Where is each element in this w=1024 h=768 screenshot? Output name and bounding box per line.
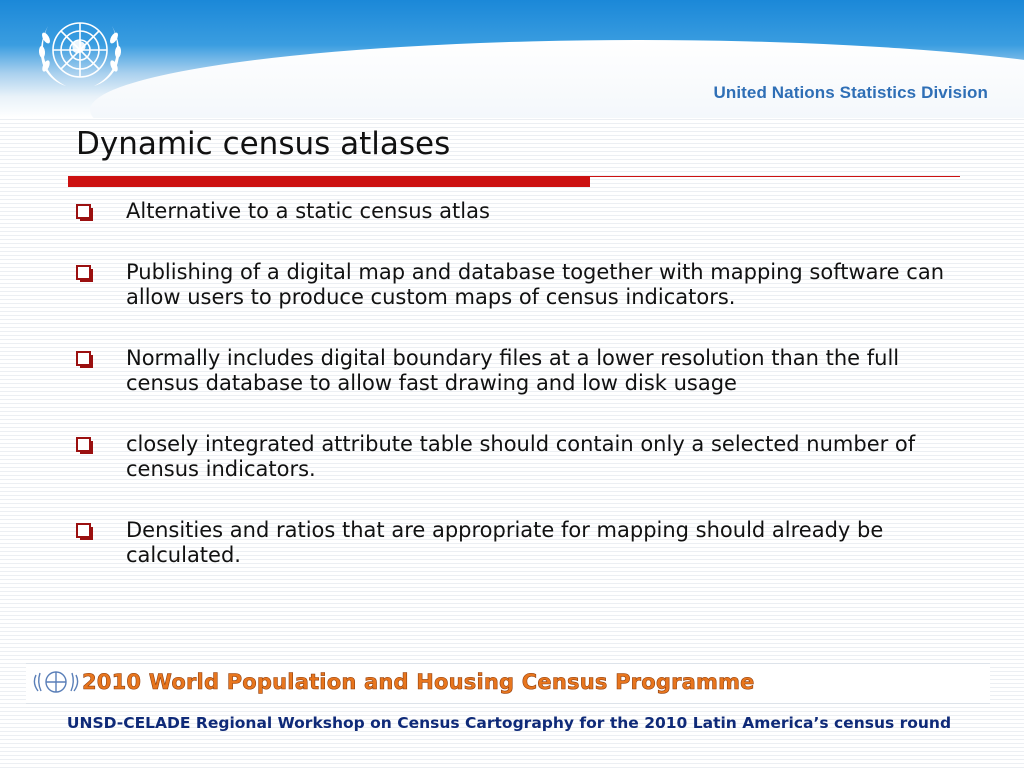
square-bullet-icon	[76, 204, 93, 221]
slide-title: Dynamic census atlases	[76, 126, 451, 162]
bullet-item	[76, 432, 966, 482]
census-programme-logo-icon	[32, 667, 80, 697]
bullet-text: Normally includes digital boundary files at a lower resolution than the full census database to allow fast drawing and low disk usage	[126, 346, 900, 395]
bullet-text: Densities and ratios that are appropriate for mapping should already be calculated.	[126, 518, 884, 567]
square-bullet-icon	[76, 523, 93, 540]
programme-title: 2010 World Population and Housing Census Programme	[82, 670, 755, 694]
bullet-item	[76, 260, 966, 310]
bullet-text: Alternative to a static census atlas	[126, 199, 490, 223]
bullet-item	[76, 518, 966, 568]
square-bullet-icon	[76, 351, 93, 368]
programme-banner	[26, 663, 990, 704]
division-name: United Nations Statistics Division	[713, 83, 988, 102]
square-bullet-icon	[76, 437, 93, 454]
workshop-caption: UNSD-CELADE Regional Workshop on Census Cartography for the 2010 Latin America’s census round	[66, 714, 952, 732]
bullet-text: closely integrated attribute table should contain only a selected number of census indicators.	[126, 432, 916, 481]
header-banner	[0, 0, 1024, 118]
bullet-list	[76, 199, 966, 604]
bullet-text: Publishing of a digital map and database together with mapping software can allow users to produce custom maps of census indicators.	[126, 260, 945, 309]
square-bullet-icon	[76, 265, 93, 282]
title-divider-bar	[68, 176, 590, 187]
bullet-item	[76, 199, 966, 224]
un-emblem-icon	[26, 8, 134, 96]
bullet-item	[76, 346, 966, 396]
banner-swoosh	[90, 40, 1024, 118]
